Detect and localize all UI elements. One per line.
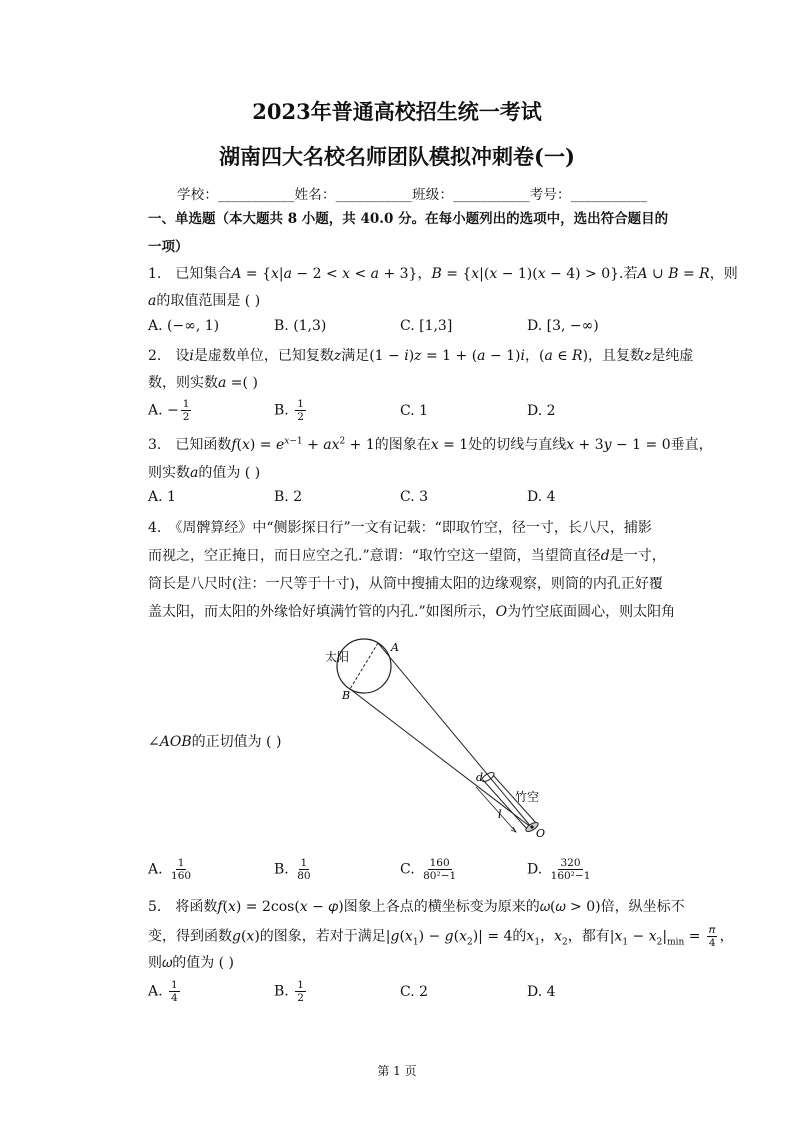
label-a: A xyxy=(391,641,399,654)
point-o xyxy=(530,825,533,828)
q4-line1: 4. 《周髀算经》中“侧影探日行”一文有记载：“即取竹空，径一寸，长八尺，捕影 xyxy=(148,520,652,536)
q3-option-a: A. 1 xyxy=(148,489,176,505)
sun-label: 太阳 xyxy=(325,650,350,664)
q3-line2: 则实数𝑎的值为 ( ) xyxy=(148,465,261,481)
q2-option-c: C. 1 xyxy=(400,403,429,419)
sun-tube-diagram xyxy=(287,631,587,846)
ray-b xyxy=(350,689,532,828)
q1-option-a: A. (−∞, 1) xyxy=(148,318,220,334)
q5-line1: 5. 将函数𝑓(𝑥) = 2cos(𝑥 − 𝜑)图象上各点的横坐标变为原来的𝜔(𝜔 > 0)倍，纵坐标不 xyxy=(148,899,685,915)
exam-title: 2023年普通高校招生统一考试 xyxy=(252,99,542,124)
q4-option-c: C. $\frac{160}{\text{80²−1}}$ xyxy=(400,857,457,883)
q5-option-a: A. $\frac{1}{4}$ xyxy=(148,979,178,1005)
q1-line2: 𝑎的取值范围是 ( ) xyxy=(148,293,261,309)
q5-option-c: C. 2 xyxy=(400,984,429,1000)
label-d: d xyxy=(476,771,484,784)
q4-line5: ∠𝐴𝑂𝐵的正切值为 ( ) xyxy=(148,734,282,750)
q1-line1: 1. 已知集合𝐴 = {𝑥|𝑎 − 2 < 𝑥 < 𝑎 + 3}，𝐵 = {𝑥|(𝑥 − 1)(𝑥 − 4) > 0}.若𝐴 ∪ 𝐵 = 𝑅，则 xyxy=(148,266,738,282)
q2-line1: 2. 设𝑖是虚数单位，已知复数𝑧满足(1 − 𝑖)𝑧 = 1 + (𝑎 − 1)𝑖，(𝑎 ∈ 𝑅)，且复数𝑧是纯虚 xyxy=(148,348,694,364)
q2-option-d: D. 2 xyxy=(527,403,556,419)
exam-subtitle: 湖南四大名校名师团队模拟冲刺卷(一) xyxy=(219,144,575,169)
label-l: l xyxy=(498,808,502,821)
q2-line2: 数，则实数𝑎 =( ) xyxy=(148,375,258,391)
q5-option-d: D. 4 xyxy=(527,984,556,1000)
q1-option-b: B. (1,3) xyxy=(274,318,327,334)
q2-option-b: B. $\frac{1}{2}$ xyxy=(274,398,304,424)
section-heading-line1: 一、单选题（本大题共 8 小题，共 40.0 分。在每小题列出的选项中，选出符合题目的 xyxy=(148,211,669,227)
sun-diameter-line xyxy=(350,643,378,689)
q3-option-d: D. 4 xyxy=(527,489,556,505)
tube-side-1 xyxy=(483,780,527,829)
q2-option-a: A. − $\frac{1}{2}$ xyxy=(148,398,190,424)
student-info-line: 学校：___________姓名：___________班级：___________考号：___________ xyxy=(177,187,648,203)
q5-option-b: B. $\frac{1}{2}$ xyxy=(274,979,304,1005)
label-o: O xyxy=(536,827,546,840)
q1-option-c: C. [1,3] xyxy=(400,318,453,334)
q5-line2: 变，得到函数𝑔(𝑥)的图象，若对于满足|𝑔(𝑥$_1$) − 𝑔(𝑥$_2$)| = 4的𝑥$_1$，𝑥$_2$，都有|𝑥$_1$ − $𝑥_2|_{min}$ = $\frac{\text{𝜋}}{4}$ ， xyxy=(148,924,734,950)
ray-a xyxy=(378,643,532,828)
tube-label: 竹空 xyxy=(515,790,540,804)
q5-line3: 则𝜔的值为 ( ) xyxy=(148,955,235,971)
q4-line4: 盖太阳，而太阳的外缘恰好填满竹管的内孔.”如图所示，𝑂为竹空底面圆心，则太阳角 xyxy=(148,604,676,620)
label-b: B xyxy=(342,689,351,702)
section-heading-line2: 一项） xyxy=(148,239,189,255)
q3-option-c: C. 3 xyxy=(400,489,429,505)
q4-option-a: A. $\frac{1}{160}$ xyxy=(148,857,192,883)
q3-option-b: B. 2 xyxy=(274,489,303,505)
q4-line3: 筒长是八尺时(注：一尺等于十寸)，从筒中搜捕太阳的边缘观察，则筒的内孔正好覆 xyxy=(148,576,663,592)
q4-option-b: B. $\frac{1}{80}$ xyxy=(274,857,311,883)
q4-option-d: D. $\frac{320}{\text{160²−1}}$ xyxy=(527,857,591,883)
page-number: 第 1 页 xyxy=(377,1064,417,1078)
q1-option-d: D. [3, −∞) xyxy=(527,318,599,334)
q3-line1: 3. 已知函数𝑓(𝑥) = 𝑒$^{𝑥-1}$ + 𝑎𝑥$^2$ + 1的图象在𝑥 = 1处的切线与直线𝑥 + 3𝑦 − 1 = 0垂直， xyxy=(148,436,713,453)
q4-line2: 而视之，空正掩日，而日应空之孔.”意谓：“取竹空这一望筒，当望筒直径𝑑是一寸， xyxy=(148,548,666,564)
